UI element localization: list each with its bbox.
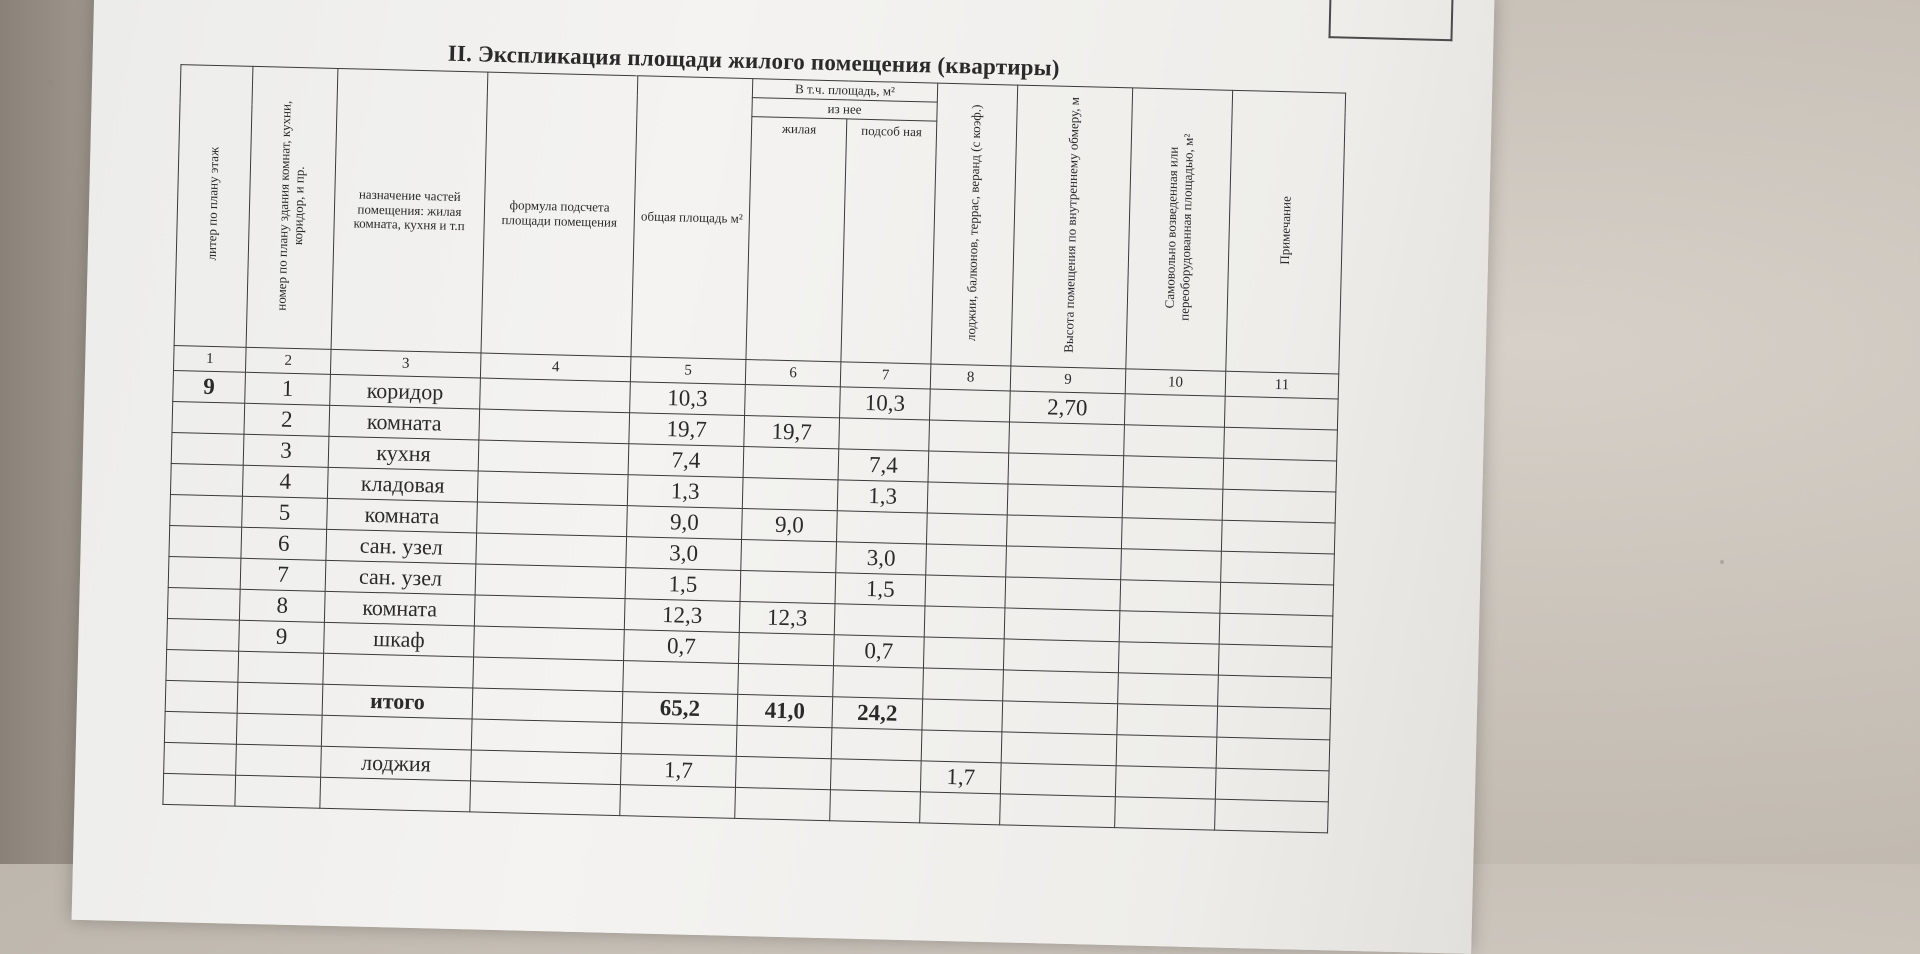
cell-litera (171, 433, 244, 466)
cell-total: 7,4 (628, 444, 744, 478)
cell-number: 8 (239, 589, 325, 622)
header-auxiliary: подсоб ная (841, 119, 937, 364)
cell-unauthorized (1121, 518, 1222, 551)
cell-name: комната (324, 591, 475, 626)
cell-aux: 3,0 (836, 542, 927, 575)
cell-note (1222, 489, 1336, 523)
background-speck (48, 80, 53, 85)
cell-aux: 1,5 (835, 573, 926, 606)
cell-name: сан. узел (325, 560, 476, 595)
cell-number: 6 (241, 527, 327, 560)
cell-note (1223, 458, 1337, 492)
cell-note (1219, 613, 1333, 647)
cell-loggia (929, 420, 1010, 453)
cell-total: 1,5 (625, 568, 741, 602)
header-total-area: общая площадь м² (631, 76, 753, 360)
cell-unauthorized (1121, 549, 1222, 582)
cell-name: шкаф (324, 622, 475, 657)
column-number: 6 (745, 360, 841, 387)
column-number: 8 (930, 364, 1011, 391)
cell-height (1007, 484, 1123, 518)
column-number: 2 (245, 347, 331, 374)
cell-number: 3 (243, 434, 329, 467)
cell-litera (169, 525, 242, 558)
cell-name: комната (327, 498, 478, 533)
header-litera: литер по плану этаж (174, 65, 253, 348)
cell-loggia (928, 451, 1009, 484)
column-number: 11 (1225, 371, 1339, 399)
document-sheet (72, 0, 1495, 954)
cell-height (1008, 453, 1124, 487)
cell-formula (477, 502, 628, 537)
cell-number: 1 (245, 372, 331, 405)
cell-formula (478, 440, 629, 475)
header-formula: формула подсчета площади помещения (481, 72, 638, 357)
cell-height (1005, 577, 1121, 611)
column-number: 10 (1125, 369, 1226, 396)
cell-note (1224, 427, 1338, 461)
cell-unauthorized (1120, 580, 1221, 613)
cell-formula (474, 595, 625, 630)
header-height: Высота помещения по внутреннему обмеру, м (1011, 85, 1133, 369)
document-title: II. Экспликация площади жилого помещения (квартиры) (447, 40, 1061, 81)
cell-note (1218, 644, 1332, 678)
cell-loggia (923, 637, 1004, 670)
column-number: 4 (480, 353, 631, 382)
column-number: 3 (330, 349, 481, 378)
header-stamp-box (1328, 0, 1453, 41)
column-number: 1 (173, 346, 246, 373)
cell-unauthorized (1123, 456, 1224, 489)
cell-note (1220, 582, 1334, 616)
cell-litera (167, 618, 240, 651)
loggia-total: 1,7 (621, 754, 737, 788)
loggia-label: лоджия (321, 746, 472, 781)
header-loggia: лоджии, балконов, террас, веранд (с коэф.) (931, 83, 1018, 366)
cell-formula (477, 471, 628, 506)
cell-living (745, 385, 841, 418)
header-note: Примечание (1226, 90, 1346, 374)
header-group: В т.ч. площадь, м² (752, 79, 937, 103)
cell-living (741, 539, 837, 572)
cell-note (1224, 396, 1338, 430)
cell-total: 9,0 (627, 506, 743, 540)
total-living: 41,0 (737, 694, 833, 727)
cell-total: 19,7 (629, 413, 745, 447)
cell-number: 5 (242, 496, 328, 529)
cell-living: 19,7 (744, 416, 840, 449)
cell-name: комната (329, 405, 480, 440)
cell-litera (167, 587, 240, 620)
cell-litera: 9 (173, 371, 246, 404)
cell-total: 12,3 (624, 599, 740, 633)
cell-unauthorized (1124, 425, 1225, 458)
cell-aux (834, 604, 925, 637)
header-number: номер по плану здания комнат, кухни, коридор, и пр. (246, 66, 338, 349)
cell-litera (172, 402, 245, 435)
cell-loggia (925, 575, 1006, 608)
cell-height: 2,70 (1009, 391, 1125, 425)
cell-formula (476, 533, 627, 568)
cell-loggia (924, 606, 1005, 639)
cell-unauthorized (1122, 487, 1223, 520)
cell-formula (479, 409, 630, 444)
column-number: 9 (1010, 366, 1126, 394)
cell-litera (168, 556, 241, 589)
cell-litera (170, 464, 243, 497)
cell-total: 3,0 (626, 537, 742, 571)
cell-name: кухня (328, 436, 479, 471)
total-label: итого (322, 684, 473, 719)
cell-name: коридор (330, 374, 481, 409)
cell-unauthorized (1124, 394, 1225, 427)
cell-loggia (930, 389, 1011, 422)
cell-number: 2 (244, 403, 330, 436)
cell-name: кладовая (327, 467, 478, 502)
header-unauthorized: Самовольно возведенная или переоборудованная площадью, м² (1126, 88, 1233, 371)
cell-loggia (926, 513, 1007, 546)
total-area: 65,2 (622, 692, 738, 726)
cell-loggia (926, 544, 1007, 577)
cell-living: 12,3 (739, 601, 835, 634)
cell-note (1221, 520, 1335, 554)
header-purpose: назначение частей помещения: жилая комната, кухня и т.п (331, 68, 488, 353)
cell-aux: 10,3 (840, 387, 931, 420)
cell-living (740, 570, 836, 603)
cell-formula (474, 626, 625, 661)
cell-aux: 7,4 (838, 449, 929, 482)
cell-aux (837, 511, 928, 544)
column-number: 7 (840, 362, 931, 389)
cell-unauthorized (1119, 611, 1220, 644)
cell-height (1006, 515, 1122, 549)
cell-living (739, 632, 835, 665)
cell-living (743, 446, 839, 479)
header-subgroup: из нее (752, 98, 937, 122)
cell-living: 9,0 (742, 508, 838, 541)
cell-total: 1,3 (627, 475, 743, 509)
cell-note (1221, 551, 1335, 585)
cell-name: сан. узел (326, 529, 477, 564)
loggia-area: 1,7 (920, 761, 1001, 794)
cell-number: 9 (239, 620, 325, 653)
cell-height (1006, 546, 1122, 580)
cell-total: 0,7 (624, 630, 740, 664)
cell-height (1003, 639, 1119, 673)
cell-height (1009, 422, 1125, 456)
cell-total: 10,3 (630, 382, 746, 416)
header-living: жилая (746, 117, 847, 362)
cell-formula (475, 564, 626, 599)
cell-living (742, 477, 838, 510)
cell-formula (480, 378, 631, 413)
background-speck (1720, 560, 1724, 564)
cell-number: 4 (242, 465, 328, 498)
cell-unauthorized (1118, 642, 1219, 675)
cell-height (1004, 608, 1120, 642)
cell-number: 7 (240, 558, 326, 591)
cell-aux: 1,3 (837, 480, 928, 513)
cell-litera (170, 495, 243, 528)
cell-aux (839, 418, 930, 451)
column-number: 5 (630, 357, 746, 385)
cell-aux: 0,7 (833, 635, 924, 668)
total-aux: 24,2 (832, 697, 923, 730)
cell-loggia (927, 482, 1008, 515)
explication-table (162, 64, 1346, 833)
